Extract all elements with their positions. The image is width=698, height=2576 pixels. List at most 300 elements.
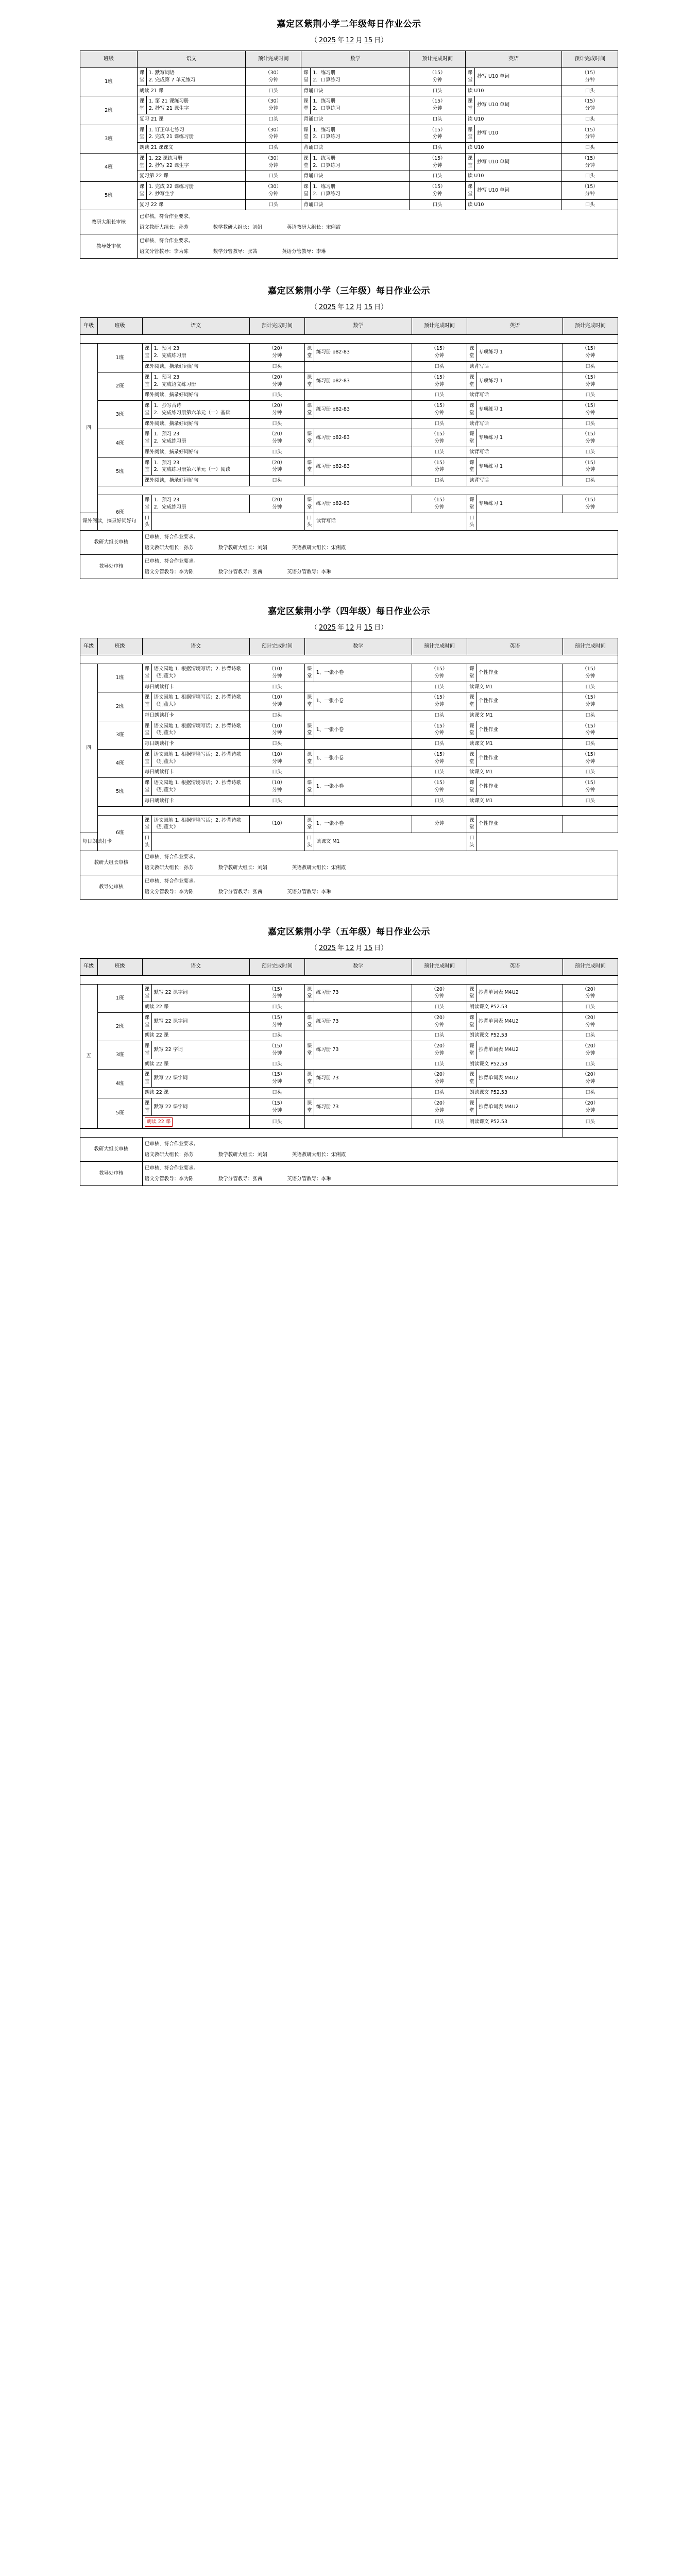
in-class-marker-math: 课 堂 <box>304 1098 314 1116</box>
table-row <box>80 692 618 710</box>
table-row <box>80 68 618 86</box>
column-header-0: 年级 <box>80 638 98 655</box>
math-oral-assignment: 背诵口诀 <box>301 143 410 154</box>
english-oral-assignment: 朗读课文 P52.53 <box>467 1002 563 1013</box>
english-written-duration: （15） 分钟 <box>562 125 618 143</box>
math-written-assignment: 练习册 p82-83 <box>314 429 412 447</box>
column-header-1: 班级 <box>97 638 142 655</box>
publication-date: （ 2025 年 12 月 15 日） <box>310 303 388 312</box>
chinese-written-assignment: 语文园地 1. 根据情境写话；2. 抄背诗歌《别董大》 <box>151 815 249 833</box>
english-written-duration: （15） 分钟 <box>563 692 618 710</box>
audit-signatories <box>145 569 616 576</box>
audit-signatory-1: 数学分管教导：张茜 <box>213 248 258 255</box>
in-class-marker-english: 课 堂 <box>467 778 476 796</box>
english-written-assignment: 个性作业 <box>476 778 563 796</box>
in-class-marker-math: 课 堂 <box>301 68 311 86</box>
chinese-oral-duration: 口头 <box>249 390 304 401</box>
audit-status-text: 已审核，符合作业要求。 <box>144 1165 199 1171</box>
class-cell: 3班 <box>97 1041 142 1070</box>
table-row <box>80 1098 618 1116</box>
math-oral-duration: 口头 <box>412 710 467 721</box>
audit-body-group-leader <box>142 531 618 555</box>
class-cell: 4班 <box>97 749 142 777</box>
math-oral-duration: 口头 <box>412 1030 467 1041</box>
table-spacer <box>80 335 618 344</box>
english-written-duration: （15） 分钟 <box>563 495 618 513</box>
table-row <box>80 125 618 143</box>
column-header-7: 预计完成时间 <box>563 638 618 655</box>
math-written-duration: （15） 分钟 <box>412 721 467 739</box>
math-written-assignment: 练习册 p82-83 <box>314 344 412 362</box>
chinese-oral-assignment: 每日朗读打卡 <box>142 739 249 750</box>
english-oral-duration: 口头 <box>563 739 618 750</box>
in-class-marker-math: 课 堂 <box>304 721 314 739</box>
chinese-written-assignment: 语文园地 1. 根据情境写话；2. 抄背诗歌《别董大》 <box>151 778 249 796</box>
class-cell: 1班 <box>80 68 138 96</box>
chinese-oral-duration: 口头 <box>249 795 304 806</box>
audit-signatory-2: 英语分管教导：李琳 <box>282 248 326 255</box>
audit-status-text: 已审核，符合作业要求。 <box>144 558 199 564</box>
math-oral-assignment <box>304 1030 412 1041</box>
math-written-duration: （15） 分钟 <box>412 401 467 419</box>
chinese-oral-duration: 口头 <box>142 513 151 531</box>
column-header-3: 数学 <box>301 51 410 68</box>
math-oral-assignment <box>304 1059 412 1070</box>
in-class-marker-chinese: 课 堂 <box>142 721 151 739</box>
chinese-written-duration: （30） 分钟 <box>245 96 301 114</box>
math-written-duration: （15） 分钟 <box>410 182 465 200</box>
math-written-assignment: 练习册 p82-83 <box>314 495 412 513</box>
column-header-2: 语文 <box>142 318 249 335</box>
english-oral-duration: 口头 <box>562 199 618 210</box>
table-spacer <box>80 806 618 815</box>
class-cell: 4班 <box>97 429 142 457</box>
math-oral-assignment <box>304 476 412 486</box>
chinese-oral-duration: 口头 <box>249 1088 304 1098</box>
math-oral-assignment <box>304 1002 412 1013</box>
chinese-written-duration: （10） 分钟 <box>249 778 304 796</box>
english-oral-assignment: 朗读课文 P52.53 <box>467 1116 563 1129</box>
assignment-table <box>80 50 618 259</box>
audit-row <box>80 531 618 555</box>
chinese-written-duration: （20） 分钟 <box>249 372 304 390</box>
math-written-assignment: 1．练习册 2．口算练习 <box>311 182 410 200</box>
in-class-marker-english: 课 堂 <box>467 344 476 362</box>
math-written-duration: （20） 分钟 <box>412 1098 467 1116</box>
in-class-marker-english: 课 堂 <box>467 815 476 833</box>
table-row <box>80 815 618 833</box>
chinese-oral-assignment: 课外阅读，摘录好词好句 <box>142 362 249 372</box>
chinese-oral-assignment <box>142 1116 249 1129</box>
audit-label-group-leader: 教研大组长审核 <box>80 210 138 234</box>
chinese-written-duration: （10） 分钟 <box>249 749 304 767</box>
english-written-duration: （15） 分钟 <box>563 457 618 476</box>
column-header-1: 语文 <box>137 51 245 68</box>
chinese-oral-assignment: 朗读 22 课 <box>142 1088 249 1098</box>
assignment-table <box>80 317 618 579</box>
audit-row <box>80 234 618 259</box>
english-oral-assignment: 读课文 M1 <box>467 767 563 778</box>
table-row <box>80 739 618 750</box>
english-oral-assignment: 读 U10 <box>465 171 562 182</box>
assignment-publication-page <box>0 0 698 1186</box>
in-class-marker-english: 课 堂 <box>465 153 474 171</box>
math-written-assignment: 1、一张小卷 <box>314 778 412 796</box>
math-written-assignment: 1．练习册 2．口算练习 <box>311 96 410 114</box>
date-year: 2025 <box>318 624 336 632</box>
table-header-row <box>80 958 618 975</box>
math-oral-assignment <box>151 513 304 531</box>
audit-signatory-2: 英语教研大组长：宋俐霞 <box>292 545 346 551</box>
audit-label-group-leader: 教研大组长审核 <box>80 531 143 555</box>
in-class-marker-math: 课 堂 <box>304 429 314 447</box>
audit-signatory-0: 语文分管教导：李为陈 <box>144 1176 194 1182</box>
column-header-3: 预计完成时间 <box>249 318 304 335</box>
column-header-2: 语文 <box>142 638 249 655</box>
in-class-marker-english: 课 堂 <box>467 495 476 513</box>
english-oral-assignment: 读 U10 <box>465 86 562 96</box>
math-written-duration: （15） 分钟 <box>412 692 467 710</box>
chinese-written-assignment: 默写 22 课字词 <box>151 984 249 1002</box>
english-oral-duration: 口头 <box>563 362 618 372</box>
english-written-duration: （15） 分钟 <box>563 664 618 682</box>
in-class-marker-chinese: 课 堂 <box>142 1098 151 1116</box>
math-written-duration: 分钟 <box>412 815 467 833</box>
audit-row <box>80 210 618 234</box>
chinese-oral-duration: 口头 <box>245 199 301 210</box>
table-spacer <box>80 1129 618 1138</box>
math-written-assignment: 练习册 p82-83 <box>314 457 412 476</box>
english-written-assignment: 个性作业 <box>476 721 563 739</box>
in-class-marker-chinese: 课 堂 <box>137 153 146 171</box>
class-cell: 6班 <box>97 815 142 851</box>
audit-signatories <box>145 1151 616 1159</box>
class-cell: 5班 <box>97 778 142 806</box>
english-written-duration: （15） 分钟 <box>563 372 618 390</box>
audit-body-office <box>137 234 618 259</box>
chinese-written-assignment: 1．预习 23 2．完成练习册 <box>151 495 249 513</box>
column-header-1: 班级 <box>97 318 142 335</box>
in-class-marker-chinese: 课 堂 <box>142 495 151 513</box>
math-oral-duration: 口头 <box>410 199 465 210</box>
chinese-written-duration: （20） 分钟 <box>249 457 304 476</box>
in-class-marker-english: 课 堂 <box>467 664 476 682</box>
audit-signatory-0: 语文分管教导：李为陈 <box>144 569 194 575</box>
table-header-row <box>80 638 618 655</box>
class-cell: 2班 <box>97 372 142 400</box>
audit-signatory-1: 数学分管教导：张茜 <box>218 569 263 575</box>
highlighted-assignment: 朗读 22 课 <box>145 1117 173 1127</box>
math-oral-assignment <box>304 767 412 778</box>
english-written-assignment: 个性作业 <box>476 664 563 682</box>
english-oral-duration: 口头 <box>563 710 618 721</box>
table-row <box>80 984 618 1002</box>
spacer-cell <box>80 1129 563 1138</box>
table-row <box>80 749 618 767</box>
chinese-oral-duration: 口头 <box>249 447 304 457</box>
english-written-assignment: 专项练习 1 <box>476 401 563 419</box>
audit-row <box>80 555 618 579</box>
english-oral-duration: 口头 <box>563 418 618 429</box>
math-written-assignment: 练习册 73 <box>314 1012 412 1030</box>
math-oral-duration: 口头 <box>412 1116 467 1129</box>
spacer-cell <box>97 806 618 815</box>
math-written-duration: （15） 分钟 <box>410 68 465 86</box>
table-row <box>80 344 618 362</box>
english-oral-duration: 口头 <box>562 171 618 182</box>
math-written-duration: （15） 分钟 <box>412 372 467 390</box>
table-row <box>80 372 618 390</box>
chinese-oral-assignment: 课外阅读，摘录好词好句 <box>80 513 143 531</box>
audit-body-office <box>142 875 618 899</box>
math-written-duration: （20） 分钟 <box>412 1012 467 1030</box>
chinese-oral-assignment: 每日朗读打卡 <box>142 710 249 721</box>
math-written-assignment: 练习册 73 <box>314 1098 412 1116</box>
in-class-marker-english: 课 堂 <box>465 96 474 114</box>
table-row <box>80 513 618 531</box>
english-written-duration: （15） 分钟 <box>563 401 618 419</box>
english-oral-assignment: 朗读课文 P52.53 <box>467 1030 563 1041</box>
class-cell: 4班 <box>97 1070 142 1098</box>
class-cell: 3班 <box>80 125 138 153</box>
table-row <box>80 1012 618 1030</box>
math-oral-assignment: 背诵口诀 <box>301 171 410 182</box>
audit-status-text: 已审核，符合作业要求。 <box>139 214 194 220</box>
column-header-6: 预计完成时间 <box>562 51 618 68</box>
math-oral-duration: 口头 <box>412 447 467 457</box>
math-oral-assignment <box>304 710 412 721</box>
math-oral-assignment <box>151 833 304 851</box>
english-written-assignment: 抄写 U10 单词 <box>474 68 561 86</box>
column-header-5: 预计完成时间 <box>412 638 467 655</box>
english-written-assignment: 抄写 U10 <box>474 125 561 143</box>
chinese-written-duration: （15） 分钟 <box>249 1012 304 1030</box>
in-class-marker-english: 课 堂 <box>467 372 476 390</box>
audit-signatory-1: 数学教研大组长：刘娟 <box>218 545 267 551</box>
chinese-oral-assignment: 朗读 21 课 <box>137 86 245 96</box>
class-cell: 3班 <box>97 401 142 429</box>
chinese-written-assignment: 默写 22 课字词 <box>151 1070 249 1088</box>
publication-date: （ 2025 年 12 月 15 日） <box>310 624 388 632</box>
assignment-table-block-4 <box>0 917 698 1186</box>
table-row <box>80 833 618 851</box>
table-row <box>80 664 618 682</box>
math-oral-assignment <box>304 362 412 372</box>
in-class-marker-math: 课 堂 <box>304 372 314 390</box>
table-spacer <box>80 655 618 664</box>
column-header-1: 班级 <box>97 958 142 975</box>
column-header-7: 预计完成时间 <box>563 958 618 975</box>
chinese-oral-assignment: 朗读 21 课课文 <box>137 143 245 154</box>
page-title: 嘉定区紫荆小学（四年级）每日作业公示 <box>268 606 430 617</box>
assignment-table <box>80 958 618 1186</box>
chinese-oral-duration: 口头 <box>249 418 304 429</box>
audit-signatory-2: 英语分管教导：李琳 <box>287 889 331 895</box>
chinese-oral-assignment: 课外阅读，摘录好词好句 <box>142 390 249 401</box>
assignment-table-block-1 <box>0 9 698 259</box>
audit-body-group-leader <box>142 851 618 875</box>
in-class-marker-english: 课 堂 <box>467 721 476 739</box>
audit-signatory-2: 英语教研大组长：宋俐霞 <box>292 1151 346 1158</box>
in-class-marker-english: 课 堂 <box>465 125 474 143</box>
assignment-table <box>80 638 618 900</box>
audit-label-group-leader: 教研大组长审核 <box>80 1138 143 1162</box>
in-class-marker-math: 课 堂 <box>304 778 314 796</box>
english-written-duration: （15） 分钟 <box>563 778 618 796</box>
chinese-written-duration: （20） 分钟 <box>249 495 304 513</box>
chinese-oral-assignment: 复习 21 课 <box>137 114 245 125</box>
table-row <box>80 710 618 721</box>
math-oral-duration: 口头 <box>412 390 467 401</box>
audit-row <box>80 1138 618 1162</box>
chinese-written-assignment: 1. 22 课练习册 2. 抄写 22 课生字 <box>146 153 245 171</box>
audit-signatory-2: 英语教研大组长：宋俐霞 <box>292 865 346 871</box>
english-oral-assignment: 读 U10 <box>465 143 562 154</box>
class-cell: 6班 <box>97 495 142 530</box>
english-oral-duration: 口头 <box>563 795 618 806</box>
english-written-assignment: 抄写 U10 单词 <box>474 96 561 114</box>
english-oral-assignment: 朗读课文 P52.53 <box>467 1088 563 1098</box>
chinese-written-duration: （10） 分钟 <box>249 664 304 682</box>
in-class-marker-chinese: 课 堂 <box>142 692 151 710</box>
chinese-oral-assignment: 课外阅读，摘录好词好句 <box>142 476 249 486</box>
math-oral-assignment <box>304 1088 412 1098</box>
english-oral-assignment: 朗读课文 P52.53 <box>467 1059 563 1070</box>
chinese-written-duration: （30） 分钟 <box>245 125 301 143</box>
table-row <box>80 96 618 114</box>
in-class-marker-english: 课 堂 <box>467 984 476 1002</box>
table-row <box>80 1002 618 1013</box>
chinese-oral-duration: 口头 <box>249 710 304 721</box>
in-class-marker-chinese: 课 堂 <box>142 778 151 796</box>
publication-date: （ 2025 年 12 月 15 日） <box>310 37 388 44</box>
in-class-marker-chinese: 课 堂 <box>137 68 146 86</box>
column-header-4: 数学 <box>304 318 412 335</box>
english-written-duration: （15） 分钟 <box>562 182 618 200</box>
chinese-oral-duration: 口头 <box>249 682 304 692</box>
table-row <box>80 495 618 513</box>
math-written-duration: （15） 分钟 <box>410 125 465 143</box>
math-written-duration: （15） 分钟 <box>412 495 467 513</box>
column-header-5: 英语 <box>465 51 562 68</box>
chinese-oral-duration: 口头 <box>249 739 304 750</box>
audit-status-text: 已审核，符合作业要求。 <box>144 854 199 860</box>
class-cell: 5班 <box>97 457 142 486</box>
in-class-marker-math: 课 堂 <box>304 664 314 682</box>
date-month: 12 <box>345 944 354 952</box>
english-oral-assignment: 读课文 M1 <box>467 710 563 721</box>
math-oral-duration: 口头 <box>412 1059 467 1070</box>
math-oral-duration: 口头 <box>410 86 465 96</box>
table-row <box>80 1030 618 1041</box>
chinese-written-duration: （30） 分钟 <box>245 68 301 86</box>
english-written-duration: （15） 分钟 <box>562 96 618 114</box>
in-class-marker-english: 课 堂 <box>467 401 476 419</box>
spacer-cell <box>80 335 618 344</box>
english-oral-duration: 口头 <box>562 86 618 96</box>
english-oral-assignment: 读课文 M1 <box>467 739 563 750</box>
english-written-assignment: 个性作业 <box>476 692 563 710</box>
english-oral-assignment: 读课文 M1 <box>314 833 467 851</box>
page-title: 嘉定区紫荆小学（三年级）每日作业公示 <box>268 286 430 297</box>
class-cell: 3班 <box>97 721 142 749</box>
audit-label-office: 教导处审核 <box>80 1162 143 1186</box>
grade-cell: 四 <box>80 344 98 513</box>
class-cell: 5班 <box>97 1098 142 1128</box>
english-oral-duration: 口头 <box>563 1002 618 1013</box>
in-class-marker-chinese: 课 堂 <box>142 664 151 682</box>
audit-status-text: 已审核，符合作业要求。 <box>139 238 194 244</box>
in-class-marker-math: 课 堂 <box>304 495 314 513</box>
chinese-written-duration: （10） <box>249 815 304 833</box>
chinese-written-assignment: 1. 订正单七练习 2. 完成 21 课练习册 <box>146 125 245 143</box>
english-oral-duration: 口头 <box>563 1088 618 1098</box>
english-oral-assignment: 读课文 M1 <box>467 682 563 692</box>
chinese-written-duration: （15） 分钟 <box>249 1041 304 1059</box>
in-class-marker-english: 课 堂 <box>467 429 476 447</box>
table-row <box>80 171 618 182</box>
column-header-0: 年级 <box>80 958 98 975</box>
math-oral-duration: 口头 <box>410 171 465 182</box>
math-oral-assignment <box>304 795 412 806</box>
chinese-written-duration: （20） 分钟 <box>249 344 304 362</box>
math-oral-duration: 口头 <box>304 833 314 851</box>
spacer-cell <box>80 655 618 664</box>
chinese-oral-duration: 口头 <box>245 114 301 125</box>
table-spacer <box>80 486 618 495</box>
column-header-4: 数学 <box>304 958 412 975</box>
english-written-assignment: 抄背单词表 M4U2 <box>476 984 563 1002</box>
english-oral-assignment: 读背写话 <box>467 418 563 429</box>
column-header-7: 预计完成时间 <box>563 318 618 335</box>
in-class-marker-chinese: 课 堂 <box>142 815 151 833</box>
english-oral-assignment: 读背写话 <box>314 513 467 531</box>
math-written-assignment: 1．练习册 2．口算练习 <box>311 153 410 171</box>
audit-signatory-1: 数学教研大组长：刘娟 <box>218 865 267 871</box>
english-oral-duration: 口头 <box>563 390 618 401</box>
audit-status-text: 已审核，符合作业要求。 <box>144 878 199 885</box>
chinese-written-duration: （15） 分钟 <box>249 1098 304 1116</box>
chinese-written-duration: （15） 分钟 <box>249 1070 304 1088</box>
math-oral-duration: 口头 <box>412 418 467 429</box>
chinese-written-assignment: 语文园地 1. 根据情境写话；2. 抄背诗歌《别董大》 <box>151 692 249 710</box>
audit-row <box>80 875 618 899</box>
math-oral-duration: 口头 <box>412 362 467 372</box>
date-day: 15 <box>364 303 373 312</box>
chinese-oral-assignment: 课外阅读，摘录好词好句 <box>142 447 249 457</box>
audit-row <box>80 1162 618 1186</box>
audit-signatory-0: 语文教研大组长：孙芳 <box>144 1151 194 1158</box>
audit-body-office <box>142 1162 618 1186</box>
chinese-oral-duration: 口头 <box>249 1002 304 1013</box>
math-written-duration: （15） 分钟 <box>412 749 467 767</box>
english-oral-assignment: 读课文 M1 <box>467 795 563 806</box>
in-class-marker-math: 课 堂 <box>304 749 314 767</box>
math-oral-duration: 口头 <box>412 739 467 750</box>
math-written-assignment: 1、一张小卷 <box>314 721 412 739</box>
english-written-assignment: 抄写 U10 单词 <box>474 182 561 200</box>
english-written-duration: （20） 分钟 <box>563 1041 618 1059</box>
in-class-marker-chinese: 课 堂 <box>137 125 146 143</box>
audit-signatory-2: 英语分管教导：李琳 <box>287 569 331 575</box>
math-written-assignment: 练习册 73 <box>314 1041 412 1059</box>
class-cell: 4班 <box>80 153 138 181</box>
class-cell: 1班 <box>97 664 142 692</box>
spacer-cell <box>80 975 618 984</box>
in-class-marker-chinese: 课 堂 <box>142 401 151 419</box>
math-oral-duration: 口头 <box>412 1088 467 1098</box>
math-oral-assignment <box>304 390 412 401</box>
